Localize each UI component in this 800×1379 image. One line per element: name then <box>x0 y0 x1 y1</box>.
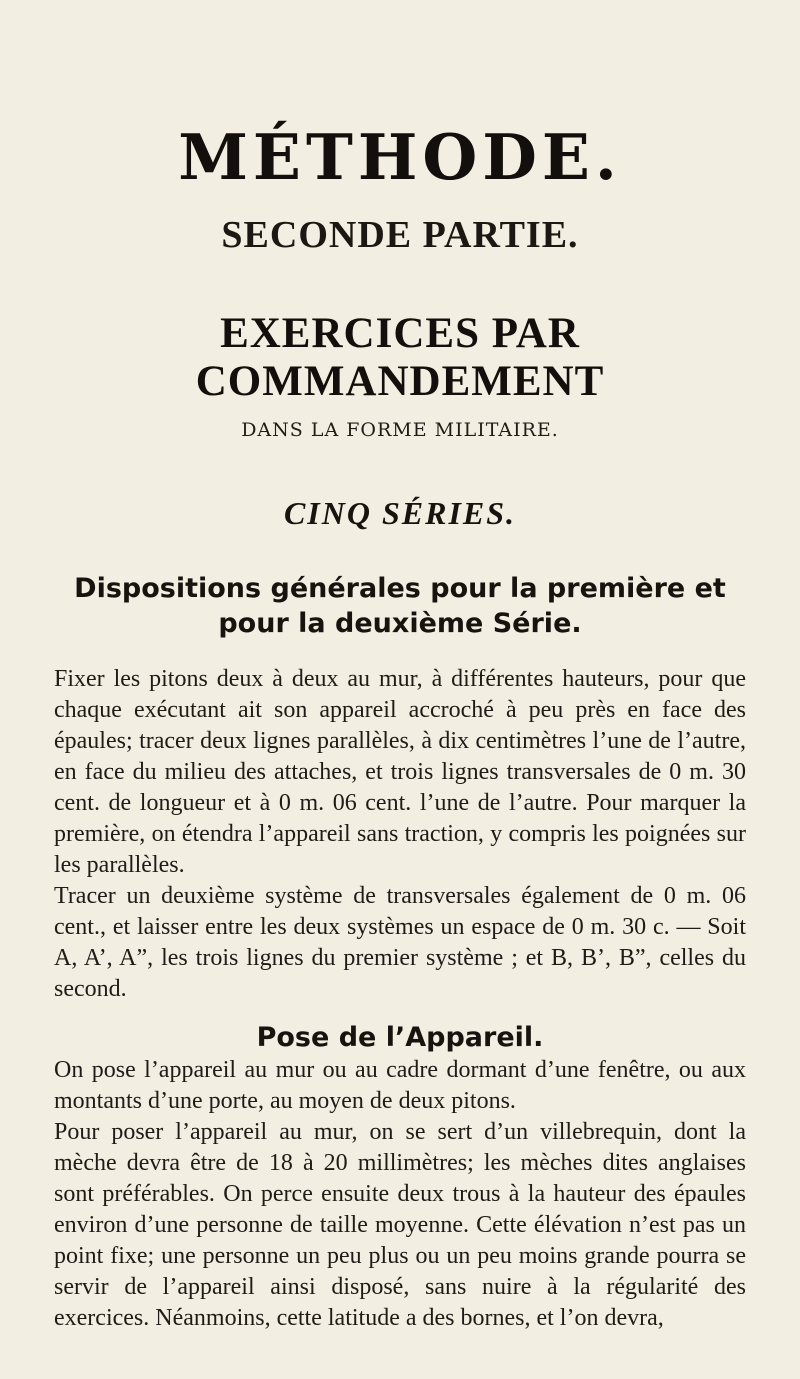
series-title: CINQ SÉRIES. <box>283 495 517 531</box>
general-dispositions-heading: Dispositions générales pour la première et pour la deuxième Série. <box>74 573 726 639</box>
part-title: SECONDE PARTIE. <box>221 214 579 256</box>
dispositions-paragraph: Fixer les pitons deux à deux au mur, à différentes hauteurs, pour que chaque exécutant ait son appareil accroché à peu près en face des épaules; tracer deux lignes parallèles, à dix centimètres l’une de l’autre, en face du milieu des attaches, et trois lignes transversales de 0 m. 30 cent. de longueur et à 0 m. 06 cent. l’une de l’autre. Pour marquer la première, on étendra l’appareil sans traction, y compris les poignées sur les parallèles. <box>54 666 746 878</box>
apparatus-pose-heading: Pose de l’Appareil. <box>256 1022 544 1053</box>
apparatus-location-paragraph: On pose l’appareil au mur ou au cadre dormant d’une fenêtre, ou aux montants d’une porte, au moyen de deux pitons. <box>54 1057 746 1114</box>
method-title: MÉTHODE. <box>178 120 622 194</box>
exercise-subtitle: DANS LA FORME MILITAIRE. <box>241 419 559 441</box>
transversals-paragraph: Tracer un deuxième système de transversales également de 0 m. 06 cent., et laisser entre les deux systèmes un espace de 0 m. 30 c. — Soit A, A’, A”, les trois lignes du premier système ; et B, B’, B”, celles du second. <box>54 883 746 1002</box>
apparatus-wall-paragraph: Pour poser l’appareil au mur, on se sert d’un villebrequin, dont la mèche devra être de 18 à 20 millimètres; les mèches dites anglaises sont préférables. On perce ensuite deux trous à la hauteur des épaules environ d’une personne de taille moyenne. Cette élévation n’est pas un point fixe; une personne un peu plus ou un peu moins grande pourra se servir de l’appareil ainsi disposé, sans nuire à la régularité des exercices. Néanmoins, cette latitude a des bornes, et l’on devra, <box>54 1119 746 1331</box>
exercise-title: EXERCICES PAR COMMANDEMENT <box>195 310 605 405</box>
